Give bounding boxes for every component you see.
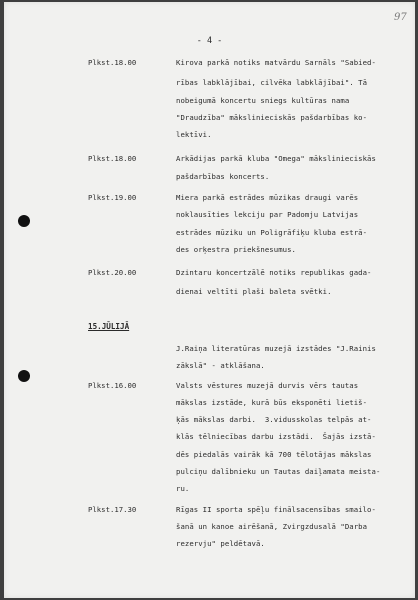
entry-text-line: Valsts vēstures muzejā durvis vērs tautas bbox=[176, 381, 359, 390]
section-heading: 15.JŪLIJĀ bbox=[88, 322, 130, 331]
page-number: - 4 - bbox=[196, 36, 223, 46]
entry-text-line: šanā un kanoe airēšanā, Zvirgzdusalā "Darba bbox=[176, 522, 368, 531]
entry-text-line: nobeigumā koncertu sniegs kultūras nama bbox=[176, 96, 350, 105]
document-page bbox=[4, 2, 415, 598]
entry-text-line: Kirova parkā notiks matvārdu Sarnāls "Sabied- bbox=[176, 58, 376, 67]
entry-text-line: Miera parkā estrādes mūzikas draugi varēs bbox=[176, 193, 359, 202]
entry-text-line: des orķestra priekšnesumus. bbox=[176, 245, 296, 254]
entry-time: Plkst.16.00 bbox=[88, 381, 137, 390]
entry-text-line: rezervju" peldētavā. bbox=[176, 539, 265, 548]
entry-text-line: Rīgas II sporta spēļu finālsacensības smailo- bbox=[176, 505, 376, 514]
entry-text-line: klās tēlniecības darbu izstādi. Šajās izstā- bbox=[176, 432, 376, 441]
entry-time: Plkst.17.30 bbox=[88, 505, 137, 514]
punch-hole-icon bbox=[18, 370, 30, 382]
entry-text-line: rības labklājībai, cilvēka labklājībai". Tā bbox=[176, 78, 368, 87]
entry-text-line: ķās mākslas darbi. 3.vidusskolas telpās at- bbox=[176, 415, 372, 424]
entry-text-line: noklausīties lekciju par Padomju Latvijas bbox=[176, 210, 359, 219]
entry-text-line: pulciņu dalībnieku un Tautas daiļamata meista- bbox=[176, 467, 381, 476]
entry-time: Plkst.19.00 bbox=[88, 193, 137, 202]
entry-text-line: "Draudzība" mākslinieciskās pašdarbības ko- bbox=[176, 113, 368, 122]
section-intro-line: J.Raiņa literatūras muzejā izstādes "J.Rainis bbox=[176, 344, 376, 353]
section-intro-line: zākslā" - atklāšana. bbox=[176, 361, 265, 370]
entry-time: Plkst.18.00 bbox=[88, 154, 137, 163]
entry-time: Plkst.18.00 bbox=[88, 58, 137, 67]
entry-text-line: dēs piedalās vairāk kā 700 tēlotājas mākslas bbox=[176, 450, 372, 459]
entry-text-line: Arkādijas parkā kluba "Omega" mākslinieciskās bbox=[176, 154, 376, 163]
entry-text-line: estrādes mūziku un Poligrāfiķu kluba estrā- bbox=[176, 228, 368, 237]
entry-text-line: pašdarbības koncerts. bbox=[176, 172, 270, 181]
punch-hole-icon bbox=[18, 215, 30, 227]
handwritten-page-annotation: 97 bbox=[394, 12, 407, 23]
entry-text-line: dienai veltīti plaši baleta svētki. bbox=[176, 287, 332, 296]
entry-text-line: Dzintaru koncertzālē notiks republikas gada- bbox=[176, 268, 372, 277]
entry-time: Plkst.20.00 bbox=[88, 268, 137, 277]
entry-text-line: lektīvi. bbox=[176, 130, 212, 139]
entry-text-line: ru. bbox=[176, 484, 190, 493]
entry-text-line: mākslas izstāde, kurā būs eksponēti lietiš- bbox=[176, 398, 368, 407]
